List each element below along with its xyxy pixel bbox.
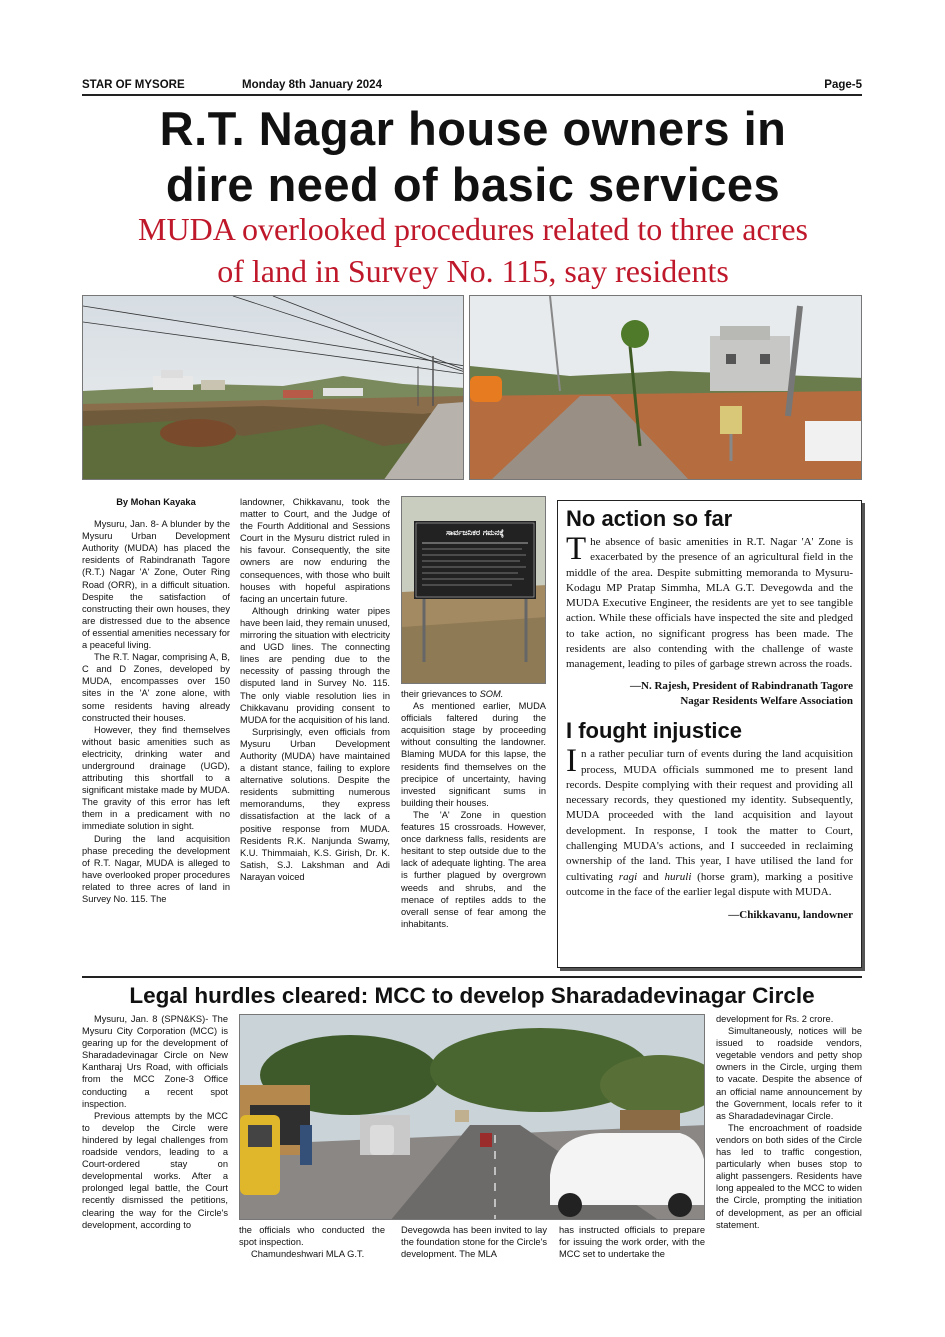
paragraph: Previous attempts by the MCC to develop the Circle were hindered by legal challenges from roadside vendors, leading to a Court-ordered stay on developmental works. After a prolonged legal battle, the Court recently dismissed the petitions, clearing the way for the Circle's development, according to (82, 1110, 228, 1230)
paragraph: Although drinking water pipes have been laid, they remain unused, mirroring the situation with electricity and UGD lines. The connecting lines are pending due to the necessity of passing through the disputed land in Survey No. 115. The only viable resolution lies in Chikkavanu providing consent to MUDA for the acquisition of his land. (240, 605, 390, 725)
quote-attribution-1a: —N. Rajesh, President of Rabindranath Tagore (630, 679, 853, 692)
paragraph: has instructed officials to prepare for issuing the work order, with the MCC set to undertake the (559, 1225, 705, 1260)
box-heading-2: I fought injustice (566, 718, 742, 744)
paragraph: Surprisingly, even officials from Mysuru Urban Development Authority (MUDA) have maintained a distant stance, failing to explore alternative solutions. Despite the residents submitting numerous memorandums, they express dissatisfaction at the lack of a positive response from MUDA. Residents R.K. Nanjunda Swamy, K.U. Thimmaiah, K.S. Girish, Dr. K. Satish, S.J. Lakshman and Adi Narayan voiced (240, 726, 390, 882)
paragraph (401, 688, 546, 700)
article1-column-2 (240, 496, 390, 971)
article2-column-3 (401, 1224, 547, 1264)
headline-line-2: dire need of basic services (165, 158, 781, 211)
paragraph: The encroachment of roadside vendors on both sides of the Circle has led to traffic congestion, particularly when buses stop to alight passengers. Residents have long appealed to the MCC to widen the Circle, prompting the initiation of development, as per an official statement. (716, 1122, 862, 1230)
box-text-2 (566, 743, 853, 900)
page-number: Page-5 (824, 79, 862, 91)
drop-cap: T (566, 531, 587, 567)
article2-column-2 (239, 1224, 385, 1264)
paragraph: Chamundeshwari MLA G.T. (251, 1249, 365, 1260)
italic-term: ragi (618, 870, 638, 883)
issue-date: Monday 8th January 2024 (242, 79, 382, 91)
paragraph: Simultaneously, notices will be issued to roadside vendors, vegetable vendors and petty shop owners in the Circle, urging them to vacate. Despite the absence of an official name announcement by the Government, locals refer to it as Sharadadevinagar Circle. (716, 1026, 862, 1121)
box-text-1 (566, 531, 853, 673)
paragraph: Devegowda has been invited to lay the foundation stone for the Circle's development. The MLA (401, 1225, 547, 1260)
box-paragraph: and (637, 870, 665, 883)
header-rule (82, 94, 862, 96)
paragraph: the officials who conducted the spot inspection. (239, 1225, 385, 1248)
box-paragraph: (horse gram), marking a positive outcome in the face of the earlier legal dispute with MUDA. (566, 870, 853, 898)
headline-line-1: R.T. Nagar house owners in (159, 102, 787, 155)
paragraph: development for Rs. 2 crore. (716, 1014, 834, 1024)
article1-column-1 (82, 496, 230, 971)
paragraph: The R.T. Nagar, comprising A, B, C and D Zones, developed by MUDA, encompasses over 150 sites in the 'A' zone alone, with some residents having already constructed their houses. (82, 652, 230, 723)
photo-road-houses (469, 295, 862, 480)
drop-cap: I (566, 743, 577, 780)
subheadline-line-1: MUDA overlooked procedures related to three acres (138, 211, 808, 247)
sign-title: ಸಾರ್ವಜನಿಕರ ಗಮನಕ್ಕೆ (446, 528, 504, 537)
photo-sharadadevinagar-circle (239, 1014, 705, 1220)
article2-column-5 (716, 1013, 862, 1268)
article2-column-1 (82, 1013, 228, 1263)
sidebar-box (557, 500, 862, 968)
paragraph: The 'A' Zone in question features 15 crossroads. However, once darkness falls, residents are hesitant to step outside due to the lack of adequate lighting. The area is further plagued by overgrown weeds and shrubs, and the menace of reptiles adds to the overall sense of fear among the inhabitants. (401, 809, 546, 929)
photo-muda-sign (401, 496, 546, 684)
paragraph: landowner, Chikkavanu, took the matter to Court, and the Judge of the Fourth Additional and Sessions Court in the Mysuru district ruled in his favour. Consequently, the site owners are now enduring the consequences, with those who built houses with hopeful aspirations facing an uncertain future. (240, 497, 390, 604)
lead-italic: SOM. (479, 689, 504, 699)
subheadline-line-2: of land in Survey No. 115, say residents (217, 253, 729, 289)
italic-term: huruli (664, 870, 692, 883)
paragraph: As mentioned earlier, MUDA officials faltered during the acquisition stage by proceeding without consulting the landowner. Blaming MUDA for this lapse, the residents find themselves on the precipice of uncertainty, having invested significant sums in building their houses. (401, 701, 546, 808)
article2-column-4 (559, 1224, 705, 1264)
paragraph: Mysuru, Jan. 8 (SPN&KS)- The Mysuru City Corporation (MCC) is gearing up for the development of Sharadadevinagar Circle on New Kantharaj Urs Road, with officials from the MCC Zone-3 Office conducting a recent spot inspection. (82, 1014, 228, 1109)
box-paragraph: he absence of basic amenities in R.T. Nagar 'A' Zone is exacerbated by the presence of an agricultural field in the middle of the area. Despite submitting memoranda to Mysuru-Kodagu MP Pratap Simmha, MLA G.T. Devegowda and the MUDA Executive Engineer, the residents are yet to see tangible action. While these officials have inspected the site and pledged to take action, no significant progress has been made. The residents are also contending with the challenge of waste management, leading to piles of garbage strewn across the roads. (566, 536, 853, 671)
quote-attribution-1b: Nagar Residents Welfare Association (680, 694, 853, 707)
paragraph: However, they find themselves without basic amenities such as electricity, drinking water and underground drainage (UGD), attributing this shortfall to a significant mistake made by MUDA. The gravity of this error has left them in a predicament with no immediate solution in sight. (82, 724, 230, 832)
byline: By Mohan Kayaka (116, 497, 196, 507)
photo-empty-field (82, 295, 464, 480)
section-rule (82, 976, 862, 978)
paragraph: During the land acquisition phase preceding the development of R.T. Nagar, MUDA is alleged to have overlooked proper procedures related to three acres of land in Survey No. 115. The (82, 833, 230, 904)
paper-name: STAR OF MYSORE (82, 79, 185, 91)
paragraph: Mysuru, Jan. 8- A blunder by the Mysuru Urban Development Authority (MUDA) has placed the residents of Rabindranath Tagore (R.T.) Nagar 'A' Zone, Outer Ring Road (ORR), in a difficult situation. Despite the satisfaction of constructing their own houses, they are distressed due to the absence of essential amenities necessary for a peaceful living. (82, 519, 230, 651)
article1-column-3 (401, 688, 546, 971)
quote-attribution-2: —Chikkavanu, landowner (728, 909, 853, 922)
box-heading-1: No action so far (566, 506, 733, 531)
lead-text: their grievances to (401, 689, 480, 699)
box-paragraph: n a rather peculiar turn of events during the land acquisition process, MUDA officials summoned me to present land records. Despite complying with their request and providing all necessary records, they questioned my identity. Subsequently, MUDA proceeded with the land acquisition and layout development. In response, I took the matter to Court, challenging MUDA's actions, and I succeeded in reclaiming ownership of the land. This year, I have utilised the land for cultivating (566, 748, 853, 883)
article2-headline: Legal hurdles cleared: MCC to develop Sharadadevinagar Circle (129, 983, 815, 1008)
